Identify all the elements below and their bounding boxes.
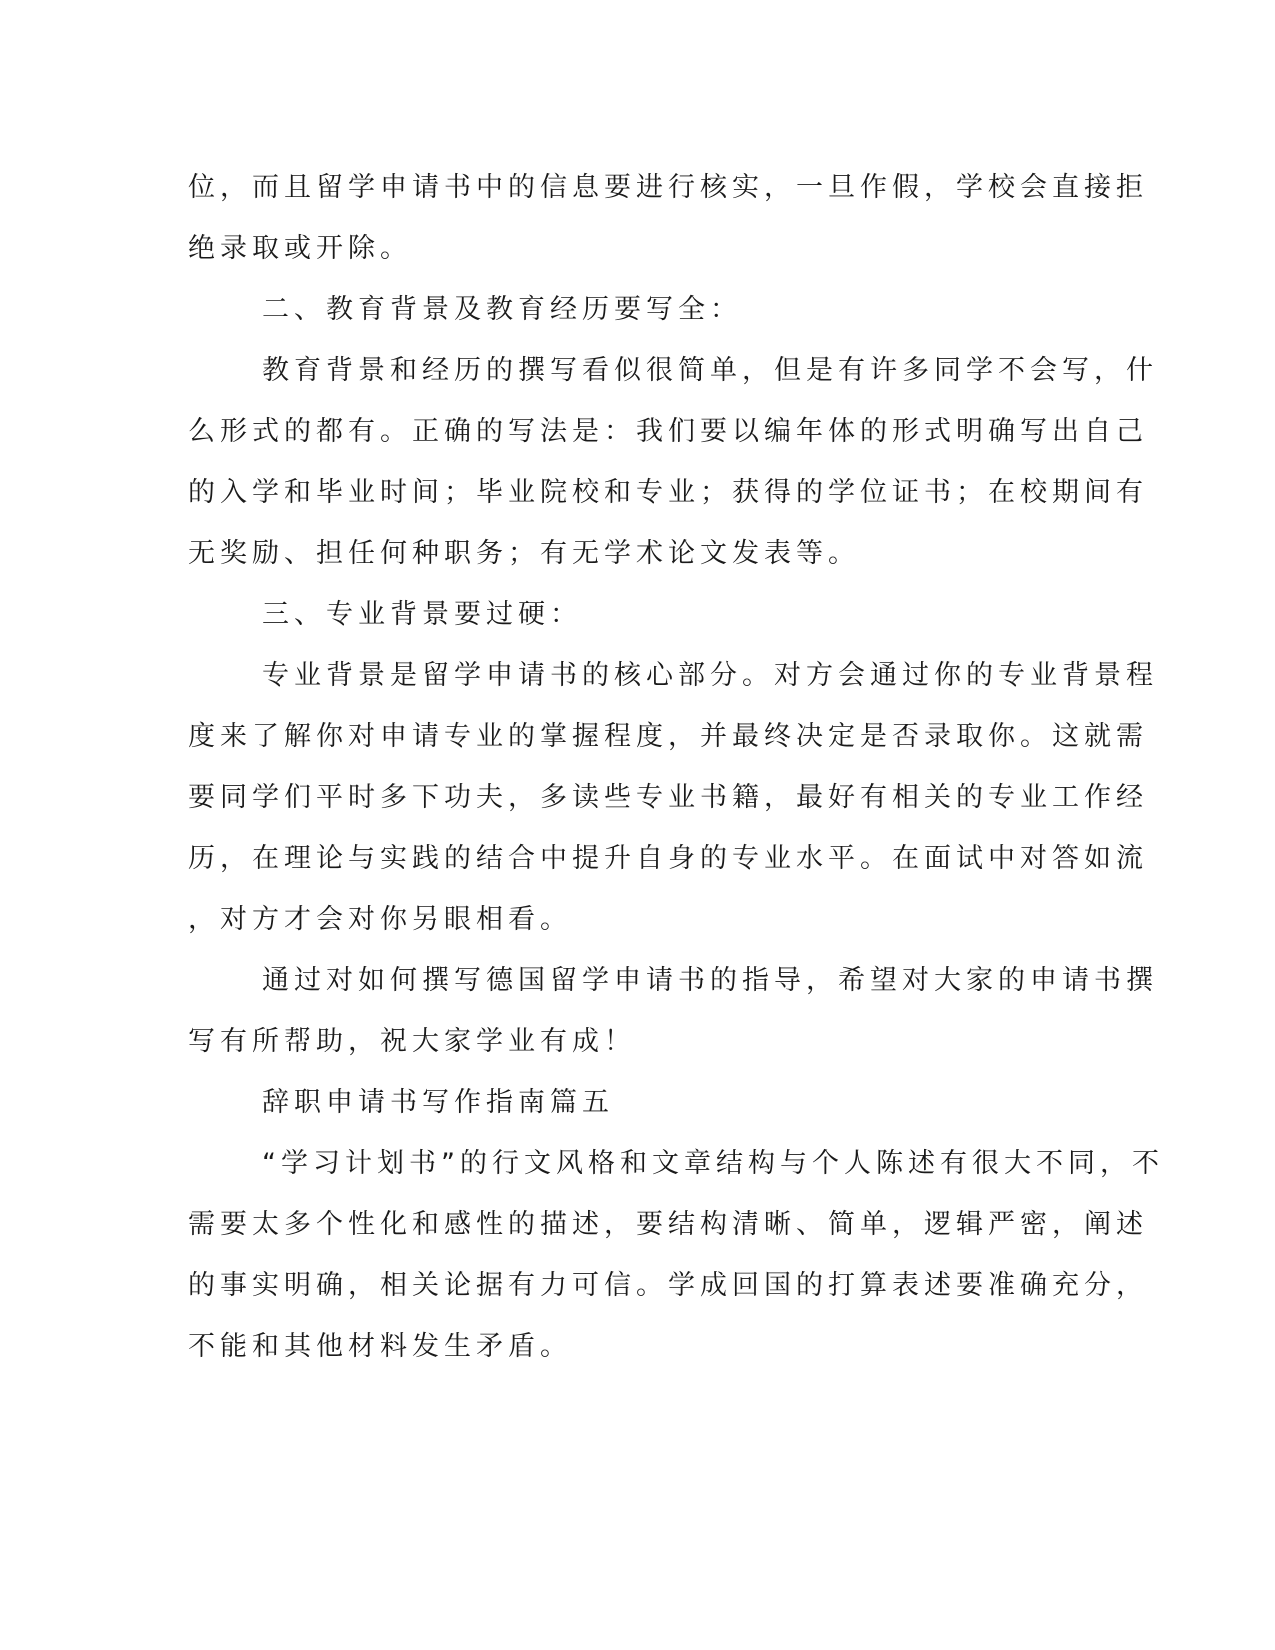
text-line: 不能和其他材料发生矛盾。 — [188, 1331, 572, 1362]
section-heading: 辞职申请书写作指南篇五 — [262, 1087, 614, 1118]
text-line: 绝录取或开除。 — [188, 233, 412, 264]
section-heading: 二、教育背景及教育经历要写全： — [262, 294, 742, 325]
text-line: 写有所帮助，祝大家学业有成！ — [188, 1026, 636, 1057]
text-line: 历，在理论与实践的结合中提升自身的专业水平。在面试中对答如流 — [188, 843, 1148, 874]
section-heading: 三、专业背景要过硬： — [262, 599, 582, 630]
text-line: 通过对如何撰写德国留学申请书的指导，希望对大家的申请书撰 — [262, 965, 1158, 996]
text-line: 度来了解你对申请专业的掌握程度，并最终决定是否录取你。这就需 — [188, 721, 1148, 752]
text-line: “学习计划书”的行文风格和文章结构与个人陈述有很大不同，不 — [262, 1148, 1164, 1179]
text-line: ，对方才会对你另眼相看。 — [188, 904, 572, 935]
text-line: 要同学们平时多下功夫，多读些专业书籍，最好有相关的专业工作经 — [188, 782, 1148, 813]
text-line: 教育背景和经历的撰写看似很简单，但是有许多同学不会写，什 — [262, 355, 1158, 386]
text-line: 无奖励、担任何种职务；有无学术论文发表等。 — [188, 538, 860, 569]
text-line: 专业背景是留学申请书的核心部分。对方会通过你的专业背景程 — [262, 660, 1158, 691]
text-line: 位，而且留学申请书中的信息要进行核实，一旦作假，学校会直接拒 — [188, 172, 1148, 203]
text-line: 的事实明确，相关论据有力可信。学成回国的打算表述要准确充分， — [188, 1270, 1148, 1301]
text-line: 么形式的都有。正确的写法是：我们要以编年体的形式明确写出自己 — [188, 416, 1148, 447]
text-line: 的入学和毕业时间；毕业院校和专业；获得的学位证书；在校期间有 — [188, 477, 1148, 508]
text-line: 需要太多个性化和感性的描述，要结构清晰、简单，逻辑严密，阐述 — [188, 1209, 1148, 1240]
